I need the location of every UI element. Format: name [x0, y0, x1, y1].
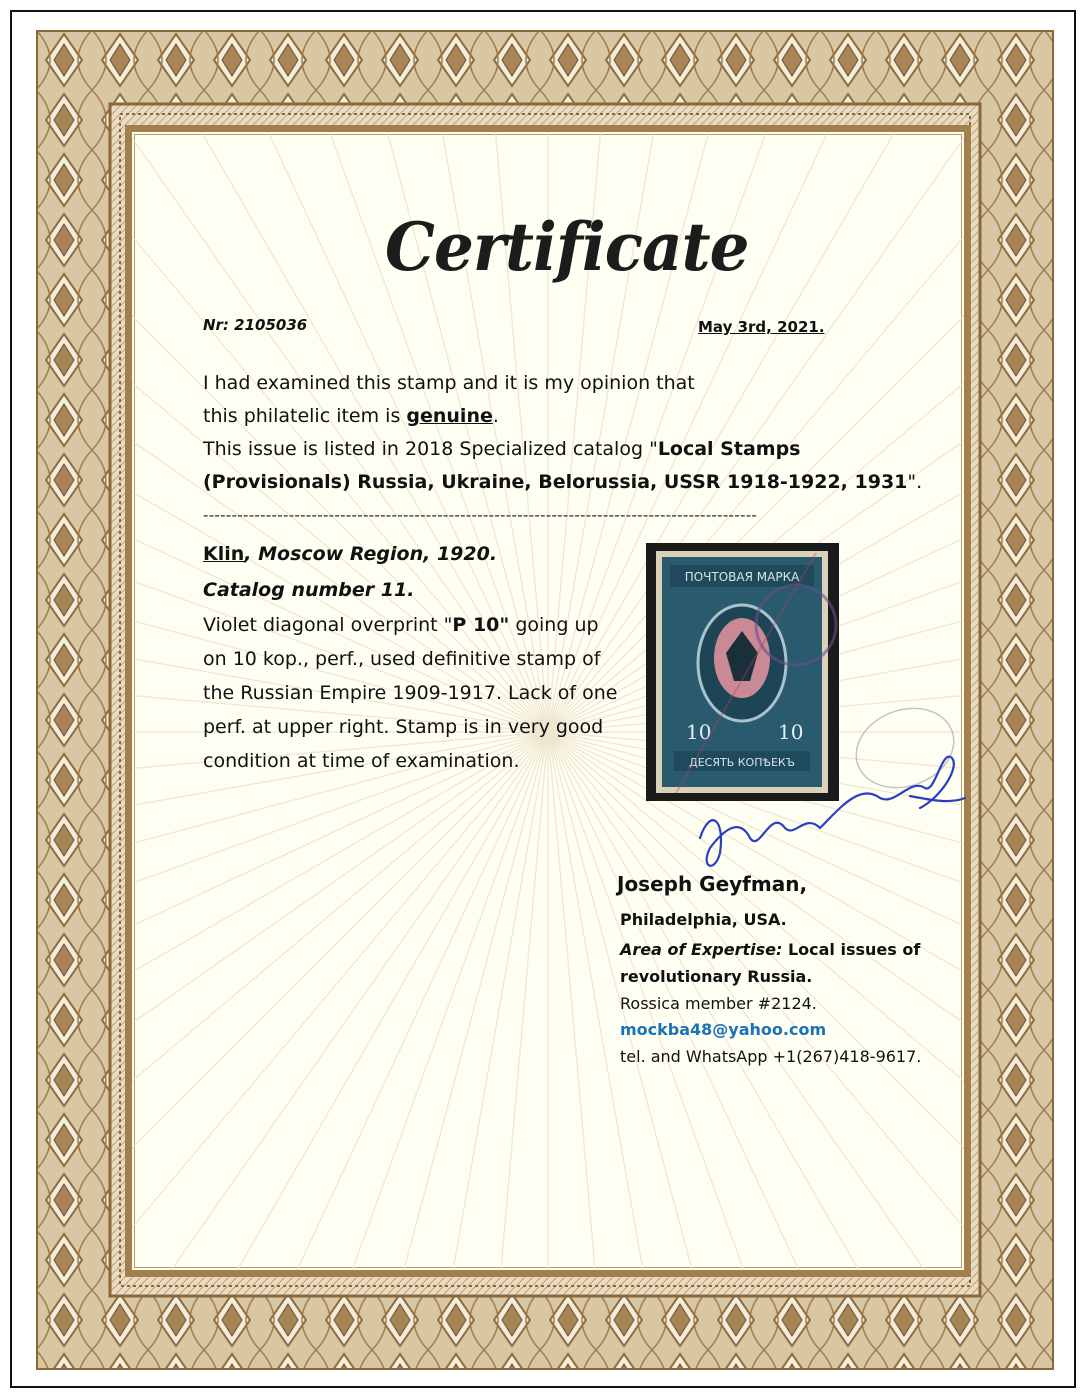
sunburst-ray [132, 732, 548, 1270]
item-description [203, 608, 623, 778]
certificate-title: Certificate [385, 208, 749, 286]
expertise-label: Area of Expertise: [620, 940, 783, 959]
intro-line-3-text: This issue is listed in 2018 Specialized catalog " [203, 438, 658, 460]
separator-line: ------------------------------------------------------------------------------------------------- [203, 506, 758, 524]
expert-membership: Rossica member #2124. [620, 994, 817, 1013]
sunburst-ray [315, 732, 548, 1270]
sunburst-ray [132, 732, 548, 1270]
expert-phone: tel. and WhatsApp +1(267)418-9617. [620, 1047, 922, 1066]
intro-line-2 [203, 400, 499, 433]
catalog-title-part-1: Local Stamps [657, 438, 801, 460]
expertise-line-2: revolutionary Russia. [620, 967, 813, 986]
sunburst-ray [132, 732, 548, 1270]
expert-name: Joseph Geyfman, [617, 872, 808, 896]
expert-location: Philadelphia, USA. [620, 910, 787, 929]
stamp-bottom-text: ДЕСЯТЬ КОПѢЕКЪ [689, 756, 795, 769]
stamp-right-value: 10 [778, 720, 804, 744]
stamp-top-text: ПОЧТОВАЯ МАРКА [684, 570, 800, 584]
sunburst-ray [548, 732, 626, 1270]
sunburst-ray [132, 732, 548, 1182]
signature-and-seal [680, 688, 980, 888]
expert-expertise [620, 940, 920, 959]
intro-line-2-end: . [492, 405, 499, 427]
catalog-title-part-2: (Provisionals) Russia, Ukraine, Belorussia, USSR 1918-1922, 1931 [203, 471, 908, 493]
sunburst-ray [132, 732, 548, 1270]
intro-line-2-text: this philatelic item is [203, 405, 407, 427]
item-place: Klin [203, 543, 245, 565]
intro-line-1: I had examined this stamp and it is my opinion that [203, 372, 695, 394]
intro-line-4 [203, 466, 922, 499]
sunburst-ray [132, 732, 548, 1248]
intro-line-4-end: ". [907, 471, 923, 493]
item-region: , Moscow Region, 1920. [244, 543, 498, 565]
item-catalog: Catalog number 11. [203, 579, 415, 601]
certificate-number: Nr: 2105036 [203, 316, 308, 334]
sunburst-ray [132, 732, 548, 1040]
expert-email-link[interactable]: mockba48@yahoo.com [620, 1020, 827, 1039]
sunburst-ray [470, 732, 548, 1270]
sunburst-ray [132, 732, 548, 1270]
overprint-label: P 10" [452, 614, 510, 636]
expertise-line-1: Local issues of [782, 940, 921, 959]
item-desc-rest: going up on 10 kop., perf., used definitive stamp of the Russian Empire 1909-1917. Lack of one perf. at upper right. Stamp is in very good condition at time of examination. [203, 614, 618, 772]
item-heading [203, 538, 497, 571]
sunburst-ray [132, 732, 548, 1112]
item-desc-text: Violet diagonal overprint " [203, 614, 453, 636]
certificate-date: May 3rd, 2021. [698, 318, 825, 336]
stamp-left-value: 10 [686, 720, 712, 744]
genuine-label: genuine [406, 405, 493, 427]
intro-line-3 [203, 433, 800, 466]
